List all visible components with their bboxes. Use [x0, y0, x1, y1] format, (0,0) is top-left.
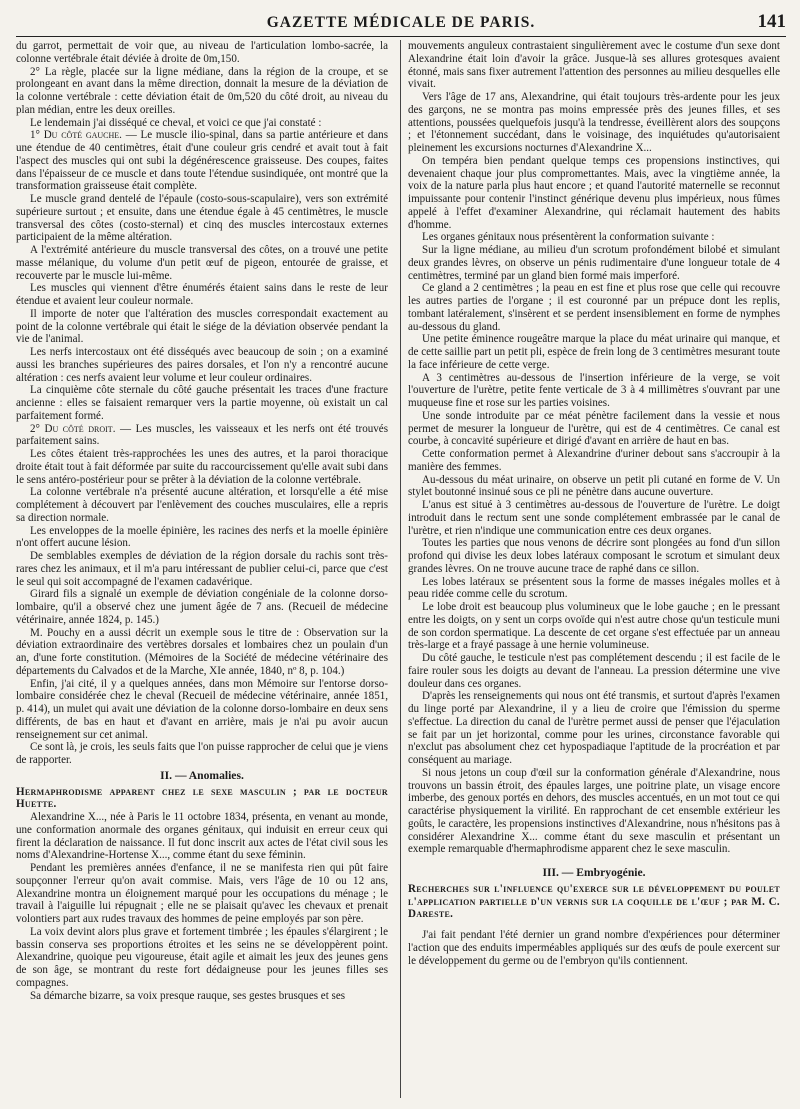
- paragraph: Ce sont là, je crois, les seuls faits que l'on puisse rapprocher de celui que je viens de rapporter.: [16, 741, 388, 766]
- paragraph: Les organes génitaux nous présentèrent la conformation suivante :: [422, 231, 715, 244]
- section-heading: II. — Anomalies.: [160, 768, 244, 782]
- paragraph: D'après les renseignements qui nous ont été transmis, et surtout d'après l'examen du linge porté par Alexandrine, il y a lieu de croire que l'émission du sperme s'effectue. La direction du canal de l'urètre permet aussi de penser que l'éjaculation se fait par un jet horizontal, comme pour les urines, circonstance favorable qui n'exclut pas absolument chez cet hypospadiaque l'aptitude de la procréation et par conséquent au mariage.: [408, 690, 780, 766]
- paragraph: Cette conformation permet à Alexandrine d'uriner debout sans s'accroupir à la manière des femmes.: [408, 448, 780, 473]
- right-column: [408, 40, 780, 1098]
- journal-page: [16, 10, 786, 1102]
- paragraph: Sur la ligne médiane, au milieu d'un scrotum profondément bilobé et simulant deux grandes lèvres, on observe un pénis rudimentaire d'une longueur totale de 4 centimètres, terminé par un gland bien formé mais imperforé.: [408, 244, 780, 282]
- paragraph: Ce gland a 2 centimètres ; la peau en est fine et plus rose que celle qui recouvre les autres parties de l'organe ; il est couronné par un prépuce dont les replis, tombant latéralement, s'insèrent et se perdent insensiblement en forme de nymphes au-dessous du gland.: [408, 282, 780, 333]
- paragraph: Pendant les premières années d'enfance, il ne se manifesta rien qui pût faire soupçonner l'erreur qu'on avait commise. Mais, vers l'âge de 10 ou 12 ans, Alexandrine montra un éloignement marqué pour les occupations du ménage ; le travail à l'aiguille lui répugnait ; elle ne se plaisait qu'avec les chevaux et prenait volontiers part aux rudes travaux des hommes de peine employés par son père.: [16, 862, 388, 925]
- paragraph: La voix devint alors plus grave et fortement timbrée ; les épaules s'élargirent ; le bassin conserva ses proportions étroites et les seins ne se développèrent point. Alexandrine, quoique peu vigoureuse, était agile et aimait les jeux des jeunes gens de son âge, se montrant du reste fort dédaigneuse pour les jeunes filles ses compagnes.: [16, 925, 388, 989]
- page-header: [16, 10, 786, 37]
- paragraph: mouvements anguleux contrastaient singulièrement avec le costume d'un sexe dont Alexandrine était loin d'avoir la grâce. Jusque-là ses allures grotesques avaient étonné, mais sans fixer autrement l'attention des personnes au milieu desquelles elle vivait.: [408, 40, 780, 91]
- paragraph: Les muscles qui viennent d'être énumérés étaient sains dans le reste de leur étendue et avaient leur couleur normale.: [16, 282, 388, 307]
- paragraph: 2° La règle, placée sur la ligne médiane, dans la région de la croupe, et se prolongeant en avant dans la même direction, donnait la mesure de la déviation de la colonne vertébrale : cette déviation était de 0m,520 du côté droit, au niveau du plan médian, entre les deux oreilles.: [16, 65, 388, 116]
- paragraph: [16, 423, 388, 449]
- paragraph-body: — Le muscle ilio-spinal, dans sa partie antérieure et dans une étendue de 40 centimètres, était d'une couleur gris cendré et avait tout à fait l'aspect des muscles qui ont subi la dégénérescence graisseuse. Des coupes, faites dans l'épaisseur de ce muscle et dans toute l'étendue susindiquée, ont montré que la transformation graisseuse était complète.: [16, 129, 388, 193]
- paragraph: La cinquième côte sternale du côté gauche présentait les traces d'une fracture ancienne : elles se faisaient remarquer vers la partie moyenne, où existait un cal parfaitement formé.: [16, 384, 388, 422]
- paragraph: Une sonde introduite par ce méat pénètre facilement dans la vessie et nous permet de mesurer la longueur de l'urètre, qui est de 4 centimètres. Ce canal est courbe, à concavité supérieure et dirigé d'avant en arrière de haut en bas.: [408, 409, 780, 448]
- paragraph: Alexandrine X..., née à Paris le 11 octobre 1834, présenta, en venant au monde, une conformation anormale des organes génitaux, qui induisit en erreur ceux qui firent la déclaration de naissance. Il fut donc inscrit aux actes de l'état civil sous les noms d'Alexandrine-Hortense X..., comme étant du sexe féminin.: [16, 811, 388, 862]
- paragraph: Une petite éminence rougeâtre marque la place du méat urinaire qui manque, et de cette saillie part un petit pli, espèce de frein long de 3 centimètres mesurant toute la face inférieure de cette verge.: [408, 333, 780, 371]
- column-divider: [400, 40, 401, 1098]
- paragraph: Le lobe droit est beaucoup plus volumineux que le lobe gauche ; en le pressant entre les doigts, on y sent un corps ovoïde qui n'est autre chose qu'un testicule muni de son cordon spermatique. La descente de cet organe s'est effectuée par un anneau très-large et a frayé passage à une hernie volumineuse.: [408, 601, 780, 652]
- journal-title: GAZETTE MÉDICALE DE PARIS.: [266, 14, 536, 31]
- paragraph: On tempéra bien pendant quelque temps ces propensions instinctives, qui devenaient chaque jour plus compromettantes. Mais, avec la vingtième année, la voix de la nature parla plus haut encore ; et quand l'autorité maternelle se reconnut impuissante pour contenir l'instinct générique devenu plus impérieux, nous fûmes appelé à l'effet d'examiner Alexandrine, qui réclamait hautement des habits d'homme.: [408, 154, 780, 231]
- paragraph: De semblables exemples de déviation de la région dorsale du rachis sont très-rares chez les animaux, et il m'a paru intéressant de publier celui-ci, parce que c'est le seul qui soit accompagné de l'examen cadavérique.: [16, 550, 388, 588]
- paragraph: J'ai fait pendant l'été dernier un grand nombre d'expériences pour déterminer l'action que des enduits imperméables appliqués sur des œufs de poule exercent sur le développement du germe ou de l'embryon qu'ils contiennent.: [408, 929, 780, 967]
- paragraph: Du côté gauche, le testicule n'est pas complétement descendu ; il est facile de le faire rouler sous les doigts au devant de l'anneau. La pression détermine une vive douleur dans ces organes.: [408, 652, 780, 690]
- paragraph: A 3 centimètres au-dessous de l'insertion inférieure de la verge, se voit l'ouverture de l'urètre, petite fente verticale de 3 à 4 millimètres s'ouvrant par une muqueuse fine et rose sur les parties voisines.: [408, 371, 780, 409]
- section-heading: III. — Embryogénie.: [542, 866, 646, 879]
- paragraph: du garrot, permettait de voir que, au niveau de l'articulation lombo-sacrée, la colonne vertébrale était déviée à droite de 0m,150.: [16, 40, 388, 65]
- paragraph: Les enveloppes de la moelle épinière, les racines des nerfs et la moelle épinière n'ont offert aucune lésion.: [16, 524, 388, 550]
- left-column: [16, 40, 388, 1098]
- paragraph: Girard fils a signalé un exemple de déviation congéniale de la colonne dorso-lombaire, qu'il a observé chez une jument âgée de 7 ans. (Recueil de médecine vétérinaire, année 1824, p. 145.): [16, 588, 388, 626]
- paragraph: L'anus est situé à 3 centimètres au-dessous de l'ouverture de l'urètre. Le doigt introduit dans le rectum sent une sonde complétement embrassée par le canal de l'urètre, et rien n'indique une communication entre ces deux organes.: [408, 499, 780, 537]
- paragraph: Le muscle grand dentelé de l'épaule (costo-sous-scapulaire), vers son extrémité supérieure surtout ; et ensuite, dans une étendue égale à 45 centimètres, le muscle transversal des côtes (costo-sternal) et cinq des muscles intercostaux externes participaient de la même altération.: [16, 193, 388, 244]
- paragraph: Les nerfs intercostaux ont été disséqués avec beaucoup de soin ; on a examiné aussi les branches supérieures des paires dorsales, et l'on n'y a rencontré aucune altération : ces nerfs avaient leur volume et leur couleur ordinaires.: [16, 346, 388, 384]
- section-gap: [408, 856, 780, 864]
- paragraph: Toutes les parties que nous venons de décrire sont plongées au fond d'un sillon profond qui divise les deux lobes latéraux composant le scrotum et simulant deux grandes lèvres. On ne trouve aucune trace de raphé dans ce sillon.: [408, 537, 780, 575]
- paragraph: Il importe de noter que l'altération des muscles correspondait exactement au point de la colonne vertébrale qui était le siége de la déviation observée pendant la vie de l'animal.: [16, 307, 388, 346]
- paragraph: La colonne vertébrale n'a présenté aucune altération, et lorsqu'elle a été mise complétement à découvert par l'enlèvement des couches musculaires, elle a repris sa direction normale.: [16, 486, 388, 524]
- paragraph: Vers l'âge de 17 ans, Alexandrine, qui était toujours très-ardente pour les jeux des garçons, ne se montra pas moins empressée près des jeunes filles, et ses attentions, poussées quelquefois jusqu'à la tendresse, éveillèrent alors des soupçons ; et l'étonnement succédant, dans le voisinage, des inquiétudes qu'autorisaient pleinement les excursions nocturnes d'Alexandrine X...: [408, 91, 780, 154]
- paragraph: M. Pouchy en a aussi décrit un exemple sous le titre de : Observation sur la déviation extraordinaire des vertèbres dorsales et lombaires chez un poulain d'un an, d'une forte constitution. (Mémoires de la Société de médecine vétérinaire des départements du Calvados et de la Marche, XIe année, 1840, nº 8, p. 104.): [16, 626, 388, 677]
- article-title: Recherches sur l'influence qu'exerce sur le développement du poulet l'application partielle d'un vernis sur la coquille de l'œuf ; par M. C. Dareste.: [408, 882, 780, 921]
- paragraph: Enfin, j'ai cité, il y a quelques années, dans mon Mémoire sur l'entorse dorso-lombaire considérée chez le cheval (Recueil de médecine vétérinaire, année 1851, p. 414), un mulet qui avait une déviation de la colonne dorso-lombaire en deux sens différents, de bas en haut et d'avant en arrière, mais je n'ai pu avoir aucun renseignement sur cet animal.: [16, 677, 388, 741]
- paragraph: Si nous jetons un coup d'œil sur la conformation générale d'Alexandrine, nous trouvons un bassin étroit, des épaules larges, une poitrine plate, un visage encore imberbe, des genoux portés en dehors, des muscles accentués, en un mot tout ce qui caractérise physiquement la virilité. En rapprochant de cet ensemble extérieur les goûts, le caractère, les propensions instinctives d'Alexandrine, nous n'hésitons pas à considérer Alexandrine X... comme étant du sexe masculin et présentant un exemple remarquable d'hermaphrodisme apparent chez le sexe masculin.: [408, 766, 780, 856]
- paragraph: [16, 129, 388, 193]
- article-title: Hermaphrodisme apparent chez le sexe masculin ; par le docteur Huette.: [16, 785, 388, 811]
- paragraph: Sa démarche bizarre, sa voix presque rauque, ses gestes brusques et ses: [30, 989, 346, 1002]
- paragraph: Le lendemain j'ai disséqué ce cheval, et voici ce que j'ai constaté :: [30, 116, 322, 129]
- paragraph: Les lobes latéraux se présentent sous la forme de masses inégales molles et à peau ridée comme celle du scrotum.: [408, 575, 780, 601]
- paragraph-body: — Les muscles, les vaisseaux et les nerfs ont été trouvés parfaitement sains.: [16, 422, 388, 448]
- page-number: 141: [757, 11, 786, 32]
- paragraph: Les côtes étaient très-rapprochées les unes des autres, et la paroi thoracique droite était tout à fait déformée par suite du raccourcissement qu'elle avait subi dans le sens antéro-postérieur pour se prêter à la déviation de la colonne vertébrale.: [16, 448, 388, 486]
- paragraph-lead: 1° Du côté gauche.: [30, 129, 122, 142]
- section-gap: [408, 921, 780, 929]
- paragraph: Au-dessous du méat urinaire, on observe un petit pli cutané en forme de V. Un stylet boutonné insinué sous ce pli ne pénètre dans aucune ouverture.: [408, 473, 780, 499]
- paragraph-lead: 2° Du côté droit.: [30, 422, 116, 435]
- paragraph: A l'extrémité antérieure du muscle transversal des côtes, on a trouvé une petite masse mélanique, du volume d'un petit œuf de pigeon, entourée de graisse, et recouverte par le muscle lui-même.: [16, 244, 388, 282]
